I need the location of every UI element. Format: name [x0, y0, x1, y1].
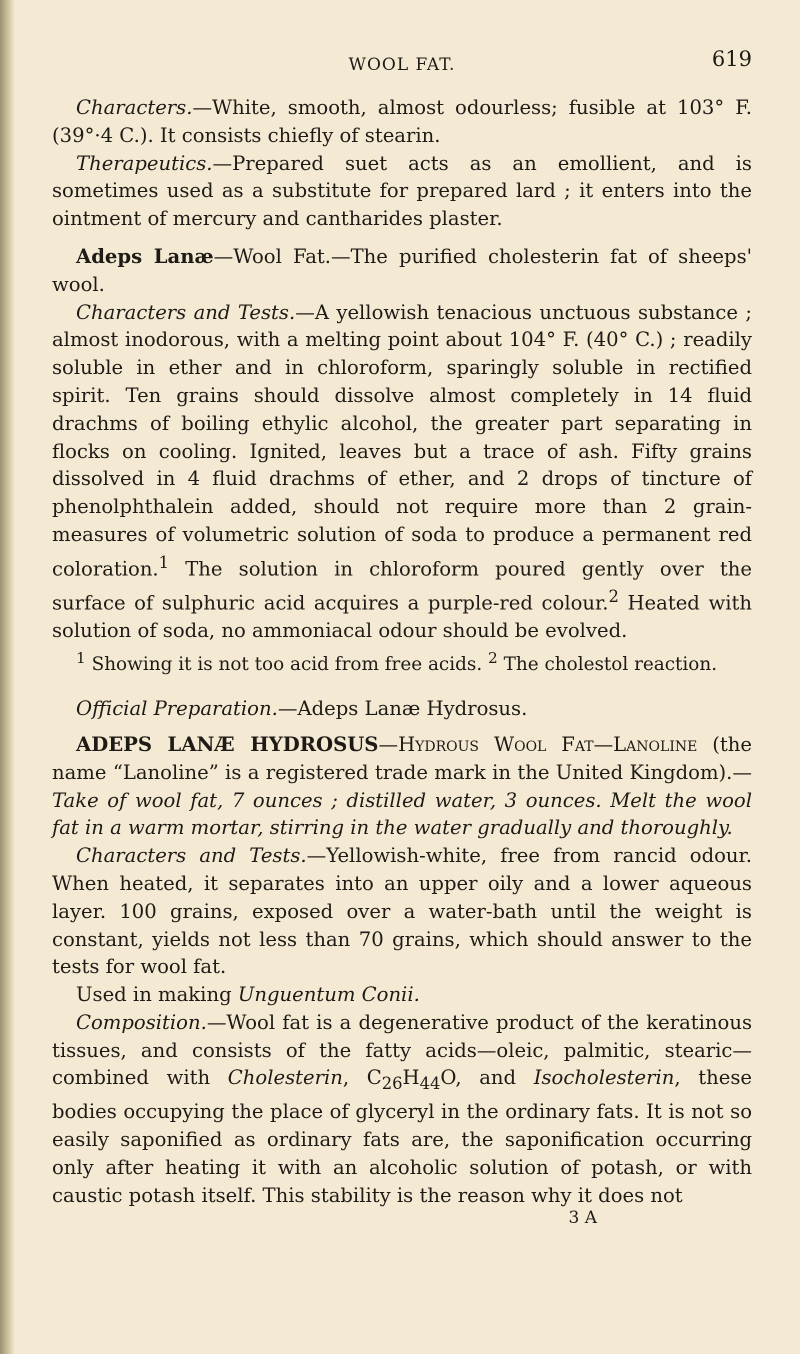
suet-therapeutics-label: Therapeutics.	[76, 151, 213, 175]
adeps-lanae-characters-paragraph	[52, 299, 752, 646]
suet-characters-paragraph	[52, 94, 752, 150]
formula-c-subscript: 26	[381, 1074, 403, 1094]
formula-c: , C	[342, 1066, 382, 1090]
hydrosus-used-in-prefix: Used in making	[76, 983, 238, 1007]
hydrosus-characters-paragraph	[52, 842, 752, 981]
adeps-lanae-title: Adeps Lanæ	[76, 244, 214, 268]
hydrosus-composition-paragraph	[52, 1009, 752, 1209]
official-preparation-text: —Adeps Lanæ Hydrosus.	[277, 697, 528, 721]
hydrosus-composition-text-2: , these bodies occupying the place of glyceryl in the ordinary fats. It is not so easily saponified as ordinary fats are, the saponification occurring only after heating it with an alcoholic solution of potash, or with caustic potash itself. This stability is the reason why it does not	[52, 1066, 753, 1207]
book-page	[52, 0, 752, 1233]
hydrosus-recipe: Take of wool fat, 7 ounces ; distilled water, 3 ounces. Melt the wool fat in a warm mortar, stirring in the water gradually and thoroughly.	[52, 788, 752, 840]
hydrosus-used-in-name: Unguentum Conii.	[237, 983, 420, 1007]
adeps-lanae-characters-text-3: Heated with solution of soda, no ammoniacal odour should be evolved.	[52, 591, 752, 643]
hydrosus-title-rest: —Hydrous Wool Fat—Lanoline	[378, 732, 698, 756]
official-preparation-paragraph	[52, 695, 752, 723]
footnotes	[52, 645, 752, 679]
hydrosus-intro-text: (the name “Lanoline” is a registered trade mark in the United Kingdom).—	[52, 732, 753, 784]
signature-mark: 3 A	[568, 1208, 597, 1229]
adeps-lanae-heading-paragraph	[52, 243, 752, 299]
hydrosus-characters-label: Characters and Tests.	[76, 844, 307, 868]
isocholesterin-term: Isocholesterin	[533, 1066, 675, 1090]
suet-characters-text: —White, smooth, almost odourless; fusible at 103° F. (39°·4 C.). It consists chiefly of stearin.	[52, 96, 752, 147]
page-number: 619	[711, 47, 752, 71]
footnote-2-text: The cholestol reaction.	[497, 654, 718, 676]
formula-o: O, and	[440, 1066, 534, 1090]
page-binding-edge	[0, 0, 14, 1354]
suet-therapeutics-text: —Prepared suet acts as an emollient, and is sometimes used as a substitute for prepared lard ; it enters into the ointment of mercury and cantharides plaster.	[52, 151, 752, 231]
hydrosus-used-in-paragraph	[52, 981, 752, 1009]
running-head	[52, 47, 752, 94]
footnote-ref-2: 2	[608, 587, 619, 607]
suet-therapeutics-paragraph	[52, 150, 752, 233]
adeps-lanae-characters-label: Characters and Tests.	[76, 300, 296, 324]
adeps-lanae-characters-text-2: The solution in chloroform poured gently over the surface of sulphuric acid acquires a purple-red colour.	[52, 557, 752, 615]
footnote-ref-1: 1	[158, 552, 170, 572]
hydrosus-composition-text-1: —Wool fat is a degenerative product of the keratinous tissues, and consists of the fatty acids—oleic, palmitic, stearic—combined with	[52, 1010, 752, 1090]
official-preparation-label: Official Preparation.	[76, 697, 278, 721]
cholesterin-term: Cholesterin	[227, 1066, 343, 1090]
hydrosus-characters-text: —Yellowish-white, free from rancid odour. When heated, it separates into an upper oily and a lower aqueous layer. 100 grains, exposed over a water-bath until the weight is constant, yields not less than 70 grains, which should answer to the tests for wool fat.	[52, 844, 752, 979]
hydrosus-title: ADEPS LANÆ HYDROSUS	[76, 732, 379, 756]
footnote-1-mark: 1	[76, 649, 86, 668]
formula-h-subscript: 44	[419, 1074, 441, 1094]
hydrosus-composition-label: Composition.	[76, 1010, 207, 1034]
hydrosus-heading-paragraph	[52, 731, 752, 842]
suet-characters-label: Characters.	[76, 96, 193, 119]
footnote-2-mark: 2	[488, 649, 498, 668]
adeps-lanae-title-rest: —Wool Fat.—The purified cholesterin fat of sheeps' wool.	[52, 244, 753, 296]
adeps-lanae-characters-text: —A yellowish tenacious unctuous substance ; almost inodorous, with a melting point about 104° F. (40° C.) ; readily soluble in ether and in chloroform, sparingly soluble in rectified spirit. Ten grains should dissolve almost completely in 14 fluid drachms of boiling ethylic alcohol, the greater part separating in flocks on cooling. Ignited, leaves but a trace of ash. Fifty grains dissolved in 4 fluid drachms of ether, and 2 drops of tincture of phenolphthalein added, should not require more than 2 grain-measures of volumetric solution of soda to produce a permanent red coloration.	[52, 300, 752, 581]
footnote-1-text: Showing it is not too acid from free acids.	[85, 654, 483, 676]
running-title: WOOL FAT.	[348, 55, 456, 75]
formula-h: H	[402, 1066, 420, 1090]
